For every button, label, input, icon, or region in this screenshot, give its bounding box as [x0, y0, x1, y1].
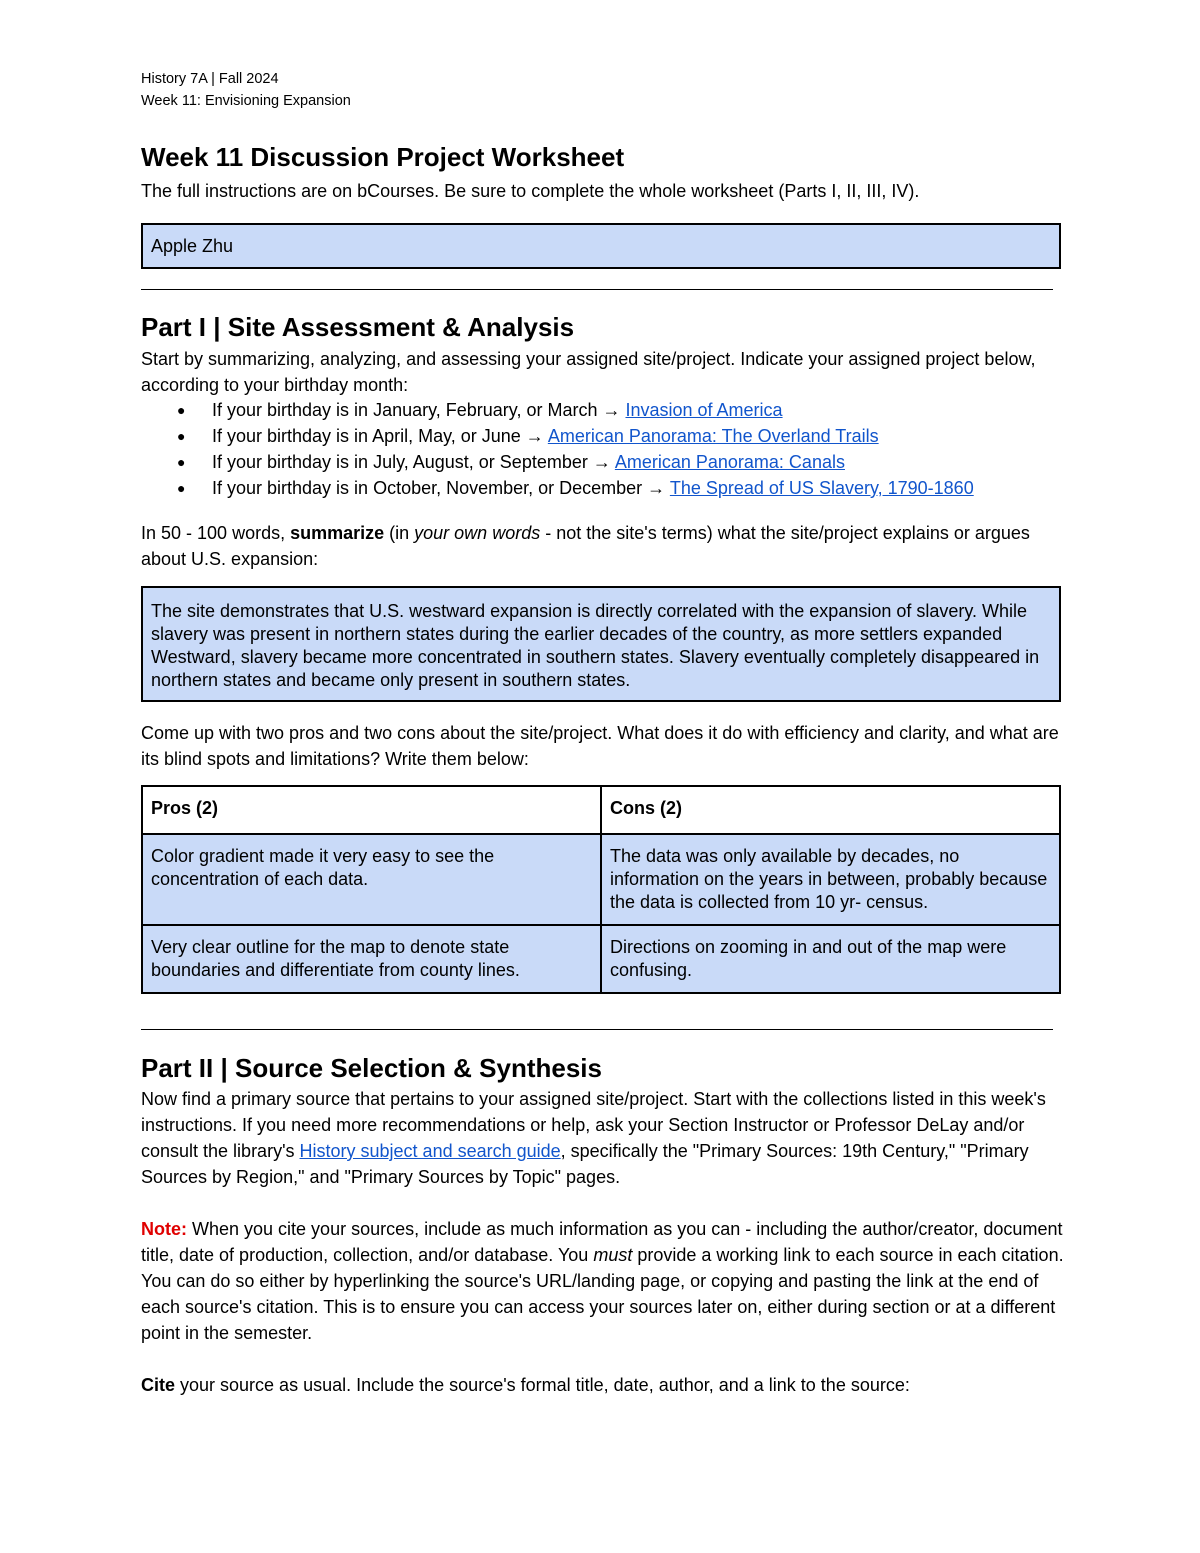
project-options-list: [141, 397, 974, 501]
part1-title: Part I | Site Assessment & Analysis: [141, 312, 575, 342]
list-item: ● If your birthday is in October, November, or December → The Spread of US Slavery, 1790-1860: [141, 475, 974, 501]
citation-note: Note: When you cite your sources, include as much information as you can - including the author/creator, document title, date of production, collection, and/or database. You must provide a working link to each source in each citation. You can do so either by hyperlinking the source's URL/landing page, or copying and pasting the link at the end of each source's citation. This is to ensure you can access your sources later on, either during section or at a different point in the semester.: [141, 1219, 1064, 1343]
pros-header: Pros (2): [142, 786, 601, 834]
divider: [141, 289, 1053, 290]
history-guide-link[interactable]: History subject and search guide: [299, 1141, 561, 1161]
project-link-canals[interactable]: American Panorama: Canals: [614, 452, 845, 472]
pro-cell[interactable]: Color gradient made it very easy to see the concentration of each data.: [142, 834, 601, 925]
project-link-invasion[interactable]: Invasion of America: [625, 400, 783, 420]
bullet-icon: ●: [177, 402, 186, 418]
course-header: History 7A | Fall 2024: [141, 71, 279, 87]
table-header-row: [142, 786, 1060, 834]
student-name-field[interactable]: Apple Zhu: [141, 223, 1061, 269]
bullet-icon: ●: [177, 480, 186, 496]
list-item: ● If your birthday is in January, February, or March → Invasion of America: [141, 397, 974, 423]
cite-instructions: Cite your source as usual. Include the source's formal title, date, author, and a link to the source:: [141, 1375, 910, 1395]
instructions-note: The full instructions are on bCourses. Be sure to complete the whole worksheet (Parts I, II, III, IV).: [141, 181, 920, 201]
summary-answer-box[interactable]: The site demonstrates that U.S. westward expansion is directly correlated with the expansion of slavery. While slavery was present in northern states during the earlier decades of the country, as more settlers expanded Westward, slavery became more concentrated in southern states. Slavery eventually completely disappeared in northern states and became only present in southern states.: [141, 586, 1061, 702]
cons-header: Cons (2): [601, 786, 1060, 834]
list-item: ● If your birthday is in July, August, or September → American Panorama: Canals: [141, 449, 974, 475]
pros-cons-table: [141, 785, 1061, 994]
table-row: [142, 834, 1060, 925]
list-item: ● If your birthday is in April, May, or June → American Panorama: The Overland Trails: [141, 423, 974, 449]
project-link-overland-trails[interactable]: American Panorama: The Overland Trails: [547, 426, 879, 446]
note-label: Note:: [141, 1219, 187, 1239]
divider: [141, 1029, 1053, 1030]
project-link-spread-of-slavery[interactable]: The Spread of US Slavery, 1790-1860: [669, 478, 974, 498]
bullet-icon: ●: [177, 428, 186, 444]
part1-intro: Start by summarizing, analyzing, and assessing your assigned site/project. Indicate your assigned project below, according to your birthday month:: [141, 349, 1036, 395]
table-row: [142, 925, 1060, 993]
proscons-prompt: Come up with two pros and two cons about the site/project. What does it do with efficiency and clarity, and what are its blind spots and limitations? Write them below:: [141, 723, 1059, 769]
con-cell[interactable]: The data was only available by decades, no information on the years in between, probably because the data is collected from 10 yr- census.: [601, 834, 1060, 925]
con-cell[interactable]: Directions on zooming in and out of the map were confusing.: [601, 925, 1060, 993]
summary-prompt: In 50 - 100 words, summarize (in your own words - not the site's terms) what the site/project explains or argues about U.S. expansion:: [141, 523, 1030, 569]
part2-intro: Now find a primary source that pertains to your assigned site/project. Start with the collections listed in this week's instructions. If you need more recommendations or help, ask your Section Instructor or Professor DeLay and/or consult the library's History subject and search guide, specifically the "Primary Sources: 19th Century," "Primary Sources by Region," and "Primary Sources by Topic" pages.: [141, 1089, 1046, 1187]
part2-title: Part II | Source Selection & Synthesis: [141, 1053, 602, 1083]
pro-cell[interactable]: Very clear outline for the map to denote state boundaries and differentiate from county lines.: [142, 925, 601, 993]
week-header: Week 11: Envisioning Expansion: [141, 93, 351, 109]
bullet-icon: ●: [177, 454, 186, 470]
page-title: Week 11 Discussion Project Worksheet: [141, 142, 625, 172]
